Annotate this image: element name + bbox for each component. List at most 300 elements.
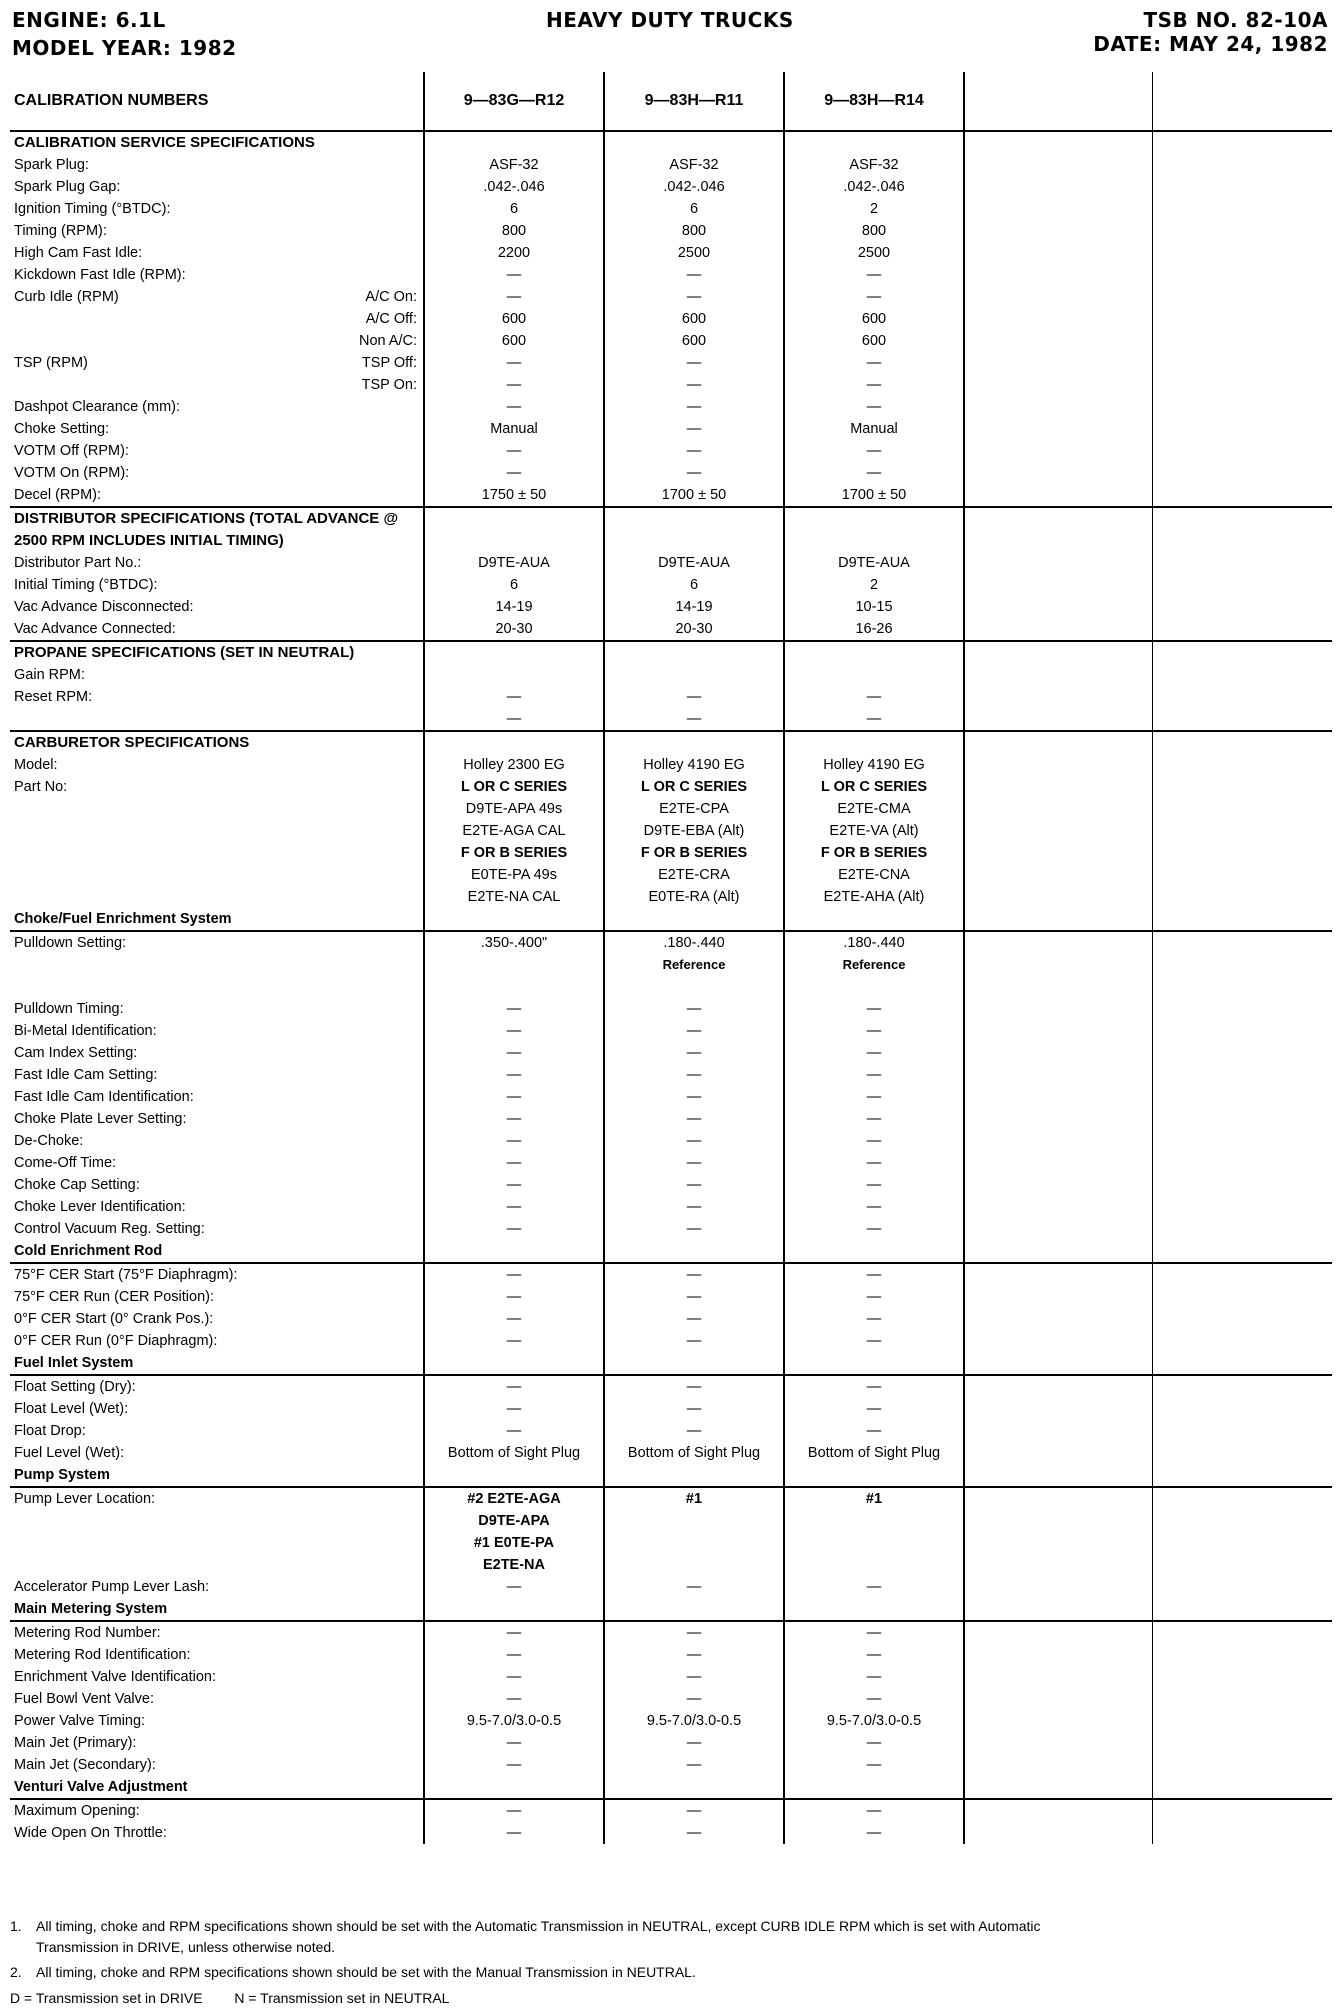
spec-value: 14-19 (675, 599, 713, 615)
spec-value: — (686, 1067, 702, 1083)
row-label (10, 1263, 424, 1352)
spec-value: .042-.046 (483, 179, 545, 195)
calibration-col-1: 9—83G—R12 (424, 72, 604, 131)
spec-value: — (686, 1803, 702, 1819)
spec-value: — (866, 1045, 882, 1061)
calibration-header-row (10, 72, 1332, 131)
carb-part: F OR B SERIES (820, 845, 928, 861)
spec-value: — (686, 465, 702, 481)
section-title: CALIBRATION SERVICE SPECIFICATIONS (14, 134, 315, 151)
value-cell (604, 731, 784, 908)
tsb-date: DATE: MAY 24, 1982 (1093, 32, 1328, 56)
spec-value: — (506, 1825, 522, 1841)
spec-value: — (866, 1401, 882, 1417)
spec-value: — (686, 1423, 702, 1439)
spec-value: — (686, 1735, 702, 1751)
carb-part: E2TE-AGA CAL (462, 823, 566, 839)
spec-value: — (686, 377, 702, 393)
spec-value: 9.5-7.0/3.0-0.5 (826, 1713, 922, 1729)
value-cell (604, 507, 784, 641)
value-cell (784, 931, 964, 1240)
carb-part: E2TE-VA (Alt) (829, 823, 919, 839)
spec-value: 2 (869, 201, 879, 217)
value-cell (604, 1621, 784, 1776)
spec-value: .042-.046 (663, 179, 725, 195)
spec-value: 20-30 (675, 621, 713, 637)
spec-value: — (506, 1001, 522, 1017)
spec-value: Manual (490, 421, 538, 437)
spec-label: High Cam Fast Idle: (14, 245, 143, 261)
spec-value: D9TE-AUA (838, 555, 910, 571)
carb-part: E0TE-PA 49s (471, 867, 557, 883)
pump-lever-location: #1 (865, 1491, 883, 1507)
venturi-heading (10, 1776, 1332, 1799)
spec-value: — (866, 267, 882, 283)
spec-value: — (866, 1023, 882, 1039)
spec-value: — (506, 1311, 522, 1327)
spec-label: Spark Plug: (14, 157, 89, 173)
value-cell (784, 507, 964, 641)
subsection-title: Main Metering System (14, 1601, 168, 1617)
value-cell (424, 507, 604, 641)
spec-value: — (866, 1289, 882, 1305)
section-2 (10, 641, 1332, 731)
value-cell (604, 1776, 784, 1799)
venturi-rows (10, 1799, 1332, 1844)
value-cell (604, 131, 784, 507)
spec-value: — (686, 1045, 702, 1061)
spec-value: — (506, 1267, 522, 1283)
spec-label: Reset RPM: (14, 689, 93, 705)
value-cell (604, 1799, 784, 1844)
spec-value: — (866, 1625, 882, 1641)
spec-value: — (866, 1423, 882, 1439)
carb-part: Holley 4190 EG (643, 757, 745, 773)
spec-value: 600 (501, 311, 527, 327)
spec-value: 800 (681, 223, 707, 239)
pulldown-value: .180-.440 (663, 935, 725, 951)
spec-label: Vac Advance Connected: (14, 621, 176, 637)
spec-label: 0°F CER Start (0° Crank Pos.): (14, 1311, 214, 1327)
carb-part: L OR C SERIES (460, 779, 568, 795)
row-label (10, 1598, 424, 1621)
spec-label: De-Choke: (14, 1133, 84, 1149)
spec-value: 600 (861, 333, 887, 349)
spec-value: — (686, 1625, 702, 1641)
spec-label: VOTM Off (RPM): (14, 443, 129, 459)
spec-value: — (866, 1311, 882, 1327)
spec-value: — (866, 1735, 882, 1751)
section-0 (10, 131, 1332, 507)
value-cell (424, 1598, 604, 1621)
spec-value: — (686, 267, 702, 283)
value-cell (784, 1621, 964, 1776)
spec-label: A/C Off: (365, 311, 417, 327)
spec-value: — (506, 377, 522, 393)
spec-value: — (866, 1177, 882, 1193)
spec-value: 2500 (677, 245, 711, 261)
section-title: CARBURETOR SPECIFICATIONS (14, 734, 250, 751)
carb-part: Holley 4190 EG (823, 757, 925, 773)
spec-value: — (866, 377, 882, 393)
spec-label: Initial Timing (°BTDC): (14, 577, 158, 593)
pulldown-setting-row (10, 931, 1332, 1240)
row-label (10, 1240, 424, 1263)
spec-value: — (506, 1803, 522, 1819)
spec-value: 600 (861, 311, 887, 327)
pulldown-value: .180-.440 (843, 935, 905, 951)
carb-part: F OR B SERIES (460, 845, 568, 861)
spec-value: — (686, 1579, 702, 1595)
tsb-number: TSB NO. 82-10A (1143, 8, 1328, 32)
spec-value: Bottom of Sight Plug (447, 1445, 581, 1461)
spec-label: Kickdown Fast Idle (RPM): (14, 267, 186, 283)
spec-value: — (686, 1825, 702, 1841)
spec-label: Fuel Level (Wet): (14, 1445, 125, 1461)
spec-value: — (686, 355, 702, 371)
subsection-title: Venturi Valve Adjustment (14, 1779, 188, 1795)
value-cell (424, 731, 604, 908)
subsection-title: Cold Enrichment Rod (14, 1243, 163, 1259)
row-label (10, 131, 424, 507)
value-cell (424, 1240, 604, 1263)
spec-value: — (686, 1333, 702, 1349)
spec-value: — (506, 711, 522, 727)
value-cell (604, 1263, 784, 1352)
spec-value: — (506, 443, 522, 459)
spec-value: ASF-32 (669, 157, 719, 173)
subsection-title: Pump System (14, 1467, 110, 1483)
spec-value: 2200 (497, 245, 531, 261)
spec-value: — (506, 1379, 522, 1395)
spec-value: — (686, 1669, 702, 1685)
spec-value: — (686, 1111, 702, 1127)
row-label (10, 731, 424, 908)
spec-value: — (866, 1199, 882, 1215)
spec-label: Choke Setting: (14, 421, 110, 437)
spec-value: — (506, 1757, 522, 1773)
cold-heading (10, 1240, 1332, 1263)
spec-value: — (506, 465, 522, 481)
spec-value: — (506, 1579, 522, 1595)
spec-value: — (866, 1111, 882, 1127)
spec-label: Main Jet (Secondary): (14, 1757, 156, 1773)
spec-value: — (506, 1023, 522, 1039)
spec-value: — (506, 1067, 522, 1083)
carb-part: E2TE-NA CAL (467, 889, 561, 905)
spec-value: — (866, 1379, 882, 1395)
spec-label: 75°F CER Run (CER Position): (14, 1289, 214, 1305)
pump-lever-location: #2 E2TE-AGA (467, 1491, 561, 1507)
spec-value: 2 (869, 577, 879, 593)
spec-label: 75°F CER Start (75°F Diaphragm): (14, 1267, 238, 1283)
carb-part: D9TE-EBA (Alt) (643, 823, 745, 839)
row-label (10, 507, 424, 641)
spec-label: Cam Index Setting: (14, 1045, 138, 1061)
spec-label: Fast Idle Cam Setting: (14, 1067, 158, 1083)
spec-value: — (686, 1647, 702, 1663)
spec-value: 9.5-7.0/3.0-0.5 (646, 1713, 742, 1729)
spec-value: — (866, 711, 882, 727)
spec-label: Float Level (Wet): (14, 1401, 129, 1417)
spec-value: — (866, 1647, 882, 1663)
spec-value: — (506, 1199, 522, 1215)
spec-value: ASF-32 (489, 157, 539, 173)
spec-value: — (506, 1735, 522, 1751)
spec-label: Float Drop: (14, 1423, 86, 1439)
spec-value: 16-26 (855, 621, 893, 637)
row-label (10, 931, 424, 1240)
document-title: HEAVY DUTY TRUCKS (546, 8, 794, 32)
carb-part: Holley 2300 EG (463, 757, 565, 773)
carb-part: E2TE-CNA (838, 867, 910, 883)
row-label (10, 1375, 424, 1464)
spec-label: Curb Idle (RPM) A/C On: (14, 289, 417, 305)
pump-lever-location: D9TE-APA (478, 1513, 550, 1529)
spec-value: — (866, 1691, 882, 1707)
model-year-label: MODEL YEAR: 1982 (12, 36, 237, 60)
value-cell (424, 1464, 604, 1487)
spec-value: — (506, 1045, 522, 1061)
value-cell (604, 1375, 784, 1464)
spec-label: Gain RPM: (14, 667, 85, 683)
spec-value: — (506, 1221, 522, 1237)
spec-value: — (866, 1155, 882, 1171)
spec-value: — (866, 1001, 882, 1017)
spec-label: Come-Off Time: (14, 1155, 117, 1171)
row-label (10, 1487, 424, 1598)
spec-label: Metering Rod Number: (14, 1625, 161, 1641)
carburetor-section (10, 731, 1332, 908)
spec-value: 6 (509, 577, 519, 593)
value-cell (424, 1621, 604, 1776)
value-cell (604, 1240, 784, 1263)
spec-label: Vac Advance Disconnected: (14, 599, 194, 615)
spec-value: — (686, 443, 702, 459)
carb-part: D9TE-APA 49s (465, 801, 563, 817)
spec-label: Maximum Opening: (14, 1803, 140, 1819)
spec-value: — (506, 689, 522, 705)
spec-value: — (866, 1333, 882, 1349)
spec-value: — (866, 1089, 882, 1105)
pump-lever-location: E2TE-NA (482, 1557, 546, 1573)
choke-heading (10, 908, 1332, 931)
carb-part: L OR C SERIES (820, 779, 928, 795)
spec-value: — (686, 1023, 702, 1039)
spec-value: ASF-32 (849, 157, 899, 173)
spec-value: — (686, 399, 702, 415)
spec-label: Ignition Timing (°BTDC): (14, 201, 171, 217)
main_metering-rows (10, 1621, 1332, 1776)
spec-value: — (506, 267, 522, 283)
spec-value: — (506, 1669, 522, 1685)
engine-label: ENGINE: 6.1L (12, 8, 166, 32)
spec-value: 6 (509, 201, 519, 217)
spec-label: Bi-Metal Identification: (14, 1023, 157, 1039)
spec-value: — (686, 1267, 702, 1283)
spec-label: Pulldown Timing: (14, 1001, 124, 1017)
spec-value: 2500 (857, 245, 891, 261)
spec-label: Timing (RPM): (14, 223, 107, 239)
spec-value: — (506, 1155, 522, 1171)
spec-value: 20-30 (495, 621, 533, 637)
spec-label: Metering Rod Identification: (14, 1647, 191, 1663)
spec-value: 1750 ± 50 (481, 487, 547, 503)
spec-label: Choke Plate Lever Setting: (14, 1111, 187, 1127)
spec-label: Model: (14, 757, 58, 773)
value-cell (604, 641, 784, 731)
spec-label: Pump Lever Location: (14, 1491, 156, 1507)
spec-value: — (686, 1177, 702, 1193)
value-cell (784, 1263, 964, 1352)
footnote-2: 2. All timing, choke and RPM specifications shown should be set with the Manual Transmission in NEUTRAL. (10, 1964, 696, 1980)
spec-label: Main Jet (Primary): (14, 1735, 137, 1751)
value-cell (784, 1598, 964, 1621)
value-cell (784, 641, 964, 731)
value-cell (784, 1776, 964, 1799)
value-cell (604, 1487, 784, 1598)
spec-value: Manual (850, 421, 898, 437)
section-title: PROPANE SPECIFICATIONS (SET IN NEUTRAL) (14, 644, 355, 661)
value-cell (424, 131, 604, 507)
spec-label: Spark Plug Gap: (14, 179, 121, 195)
value-cell (604, 931, 784, 1240)
spec-value: — (506, 355, 522, 371)
spec-label: Accelerator Pump Lever Lash: (14, 1579, 210, 1595)
spec-label: Wide Open On Throttle: (14, 1825, 167, 1841)
row-label (10, 908, 424, 931)
spec-value: 6 (689, 577, 699, 593)
spec-label: Control Vacuum Reg. Setting: (14, 1221, 205, 1237)
spec-value: — (866, 689, 882, 705)
spec-value: 14-19 (495, 599, 533, 615)
spec-value: — (686, 1289, 702, 1305)
spec-value: — (506, 1089, 522, 1105)
spec-value: D9TE-AUA (658, 555, 730, 571)
fuel_inlet-heading (10, 1352, 1332, 1375)
spec-value: — (686, 1221, 702, 1237)
cold-rows (10, 1263, 1332, 1352)
spec-value: — (686, 1199, 702, 1215)
carb-part: E2TE-CRA (658, 867, 730, 883)
spec-value: 600 (501, 333, 527, 349)
value-cell (604, 1598, 784, 1621)
spec-value: — (686, 1757, 702, 1773)
spec-value: — (866, 1825, 882, 1841)
spec-value: 1700 ± 50 (661, 487, 727, 503)
spec-value: — (866, 1757, 882, 1773)
spec-label: Fast Idle Cam Identification: (14, 1089, 194, 1105)
spec-value: — (686, 1379, 702, 1395)
calibration-numbers-label: CALIBRATION NUMBERS (10, 72, 424, 131)
value-cell (784, 1352, 964, 1375)
spec-value: D9TE-AUA (478, 555, 550, 571)
spec-label: Pulldown Setting: (14, 935, 127, 951)
spec-value: — (686, 1089, 702, 1105)
spec-value: — (866, 1221, 882, 1237)
spec-label: Non A/C: (358, 333, 417, 349)
spec-label: Distributor Part No.: (14, 555, 142, 571)
fuel_inlet-rows (10, 1375, 1332, 1464)
row-label (10, 1352, 424, 1375)
spec-value: 800 (861, 223, 887, 239)
spec-value: — (506, 1691, 522, 1707)
main_metering-heading (10, 1598, 1332, 1621)
pulldown-value: .350-.400" (480, 935, 548, 951)
spec-value: — (686, 1001, 702, 1017)
pulldown-note: Reference (842, 957, 906, 972)
spec-value: — (866, 465, 882, 481)
value-cell (784, 1375, 964, 1464)
spec-label: Decel (RPM): (14, 487, 102, 503)
row-label (10, 1799, 424, 1844)
carb-part: L OR C SERIES (640, 779, 748, 795)
value-cell (424, 1263, 604, 1352)
spec-value: 600 (681, 311, 707, 327)
footnote-1: 1. All timing, choke and RPM specifications shown should be set with the Automatic Transmission in NEUTRAL, except CURB IDLE RPM which is set with Automatic Transmission in DRIVE, unless otherwise noted. (10, 1918, 1041, 1955)
value-cell (784, 131, 964, 507)
value-cell (784, 1799, 964, 1844)
value-cell (784, 1240, 964, 1263)
value-cell (424, 1375, 604, 1464)
spec-value: — (506, 289, 522, 305)
pulldown-note: Reference (662, 957, 726, 972)
subsection-title: Choke/Fuel Enrichment System (14, 911, 232, 927)
value-cell (424, 641, 604, 731)
spec-value: 800 (501, 223, 527, 239)
spec-value: — (686, 1401, 702, 1417)
spec-value: — (506, 1111, 522, 1127)
spec-value: 600 (681, 333, 707, 349)
spec-label: 0°F CER Run (0°F Diaphragm): (14, 1333, 218, 1349)
spec-table (10, 72, 1332, 1844)
spec-label: Fuel Bowl Vent Valve: (14, 1691, 154, 1707)
spec-value: — (506, 1133, 522, 1149)
value-cell (424, 931, 604, 1240)
value-cell (424, 908, 604, 931)
carb-part: E2TE-CPA (659, 801, 729, 817)
carb-part: E2TE-CMA (837, 801, 911, 817)
spec-label: TSP On: (361, 377, 417, 393)
row-label (10, 1776, 424, 1799)
spec-label: Part No: (14, 779, 68, 795)
spec-value: .042-.046 (843, 179, 905, 195)
carb-part: F OR B SERIES (640, 845, 748, 861)
pulldown-note (425, 954, 603, 976)
spec-value: — (506, 1401, 522, 1417)
spec-value: 6 (689, 201, 699, 217)
spec-value: — (866, 1803, 882, 1819)
spec-value: — (866, 1669, 882, 1685)
value-cell (604, 1464, 784, 1487)
spec-value: — (686, 689, 702, 705)
calibration-col-2: 9—83H—R11 (604, 72, 784, 131)
row-label (10, 641, 424, 731)
calibration-col-3: 9—83H—R14 (784, 72, 964, 131)
spec-value: — (866, 399, 882, 415)
value-cell (424, 1487, 604, 1598)
value-cell (604, 908, 784, 931)
transmission-legend: D = Transmission set in DRIVE N = Transmission set in NEUTRAL (10, 1990, 450, 2006)
spec-value: — (506, 1647, 522, 1663)
spec-value: — (866, 443, 882, 459)
spec-value: — (506, 1289, 522, 1305)
spec-value: — (686, 711, 702, 727)
spec-value: — (866, 1579, 882, 1595)
value-cell (424, 1352, 604, 1375)
spec-label: Power Valve Timing: (14, 1713, 146, 1729)
pump-lever-location: #1 E0TE-PA (473, 1535, 555, 1551)
